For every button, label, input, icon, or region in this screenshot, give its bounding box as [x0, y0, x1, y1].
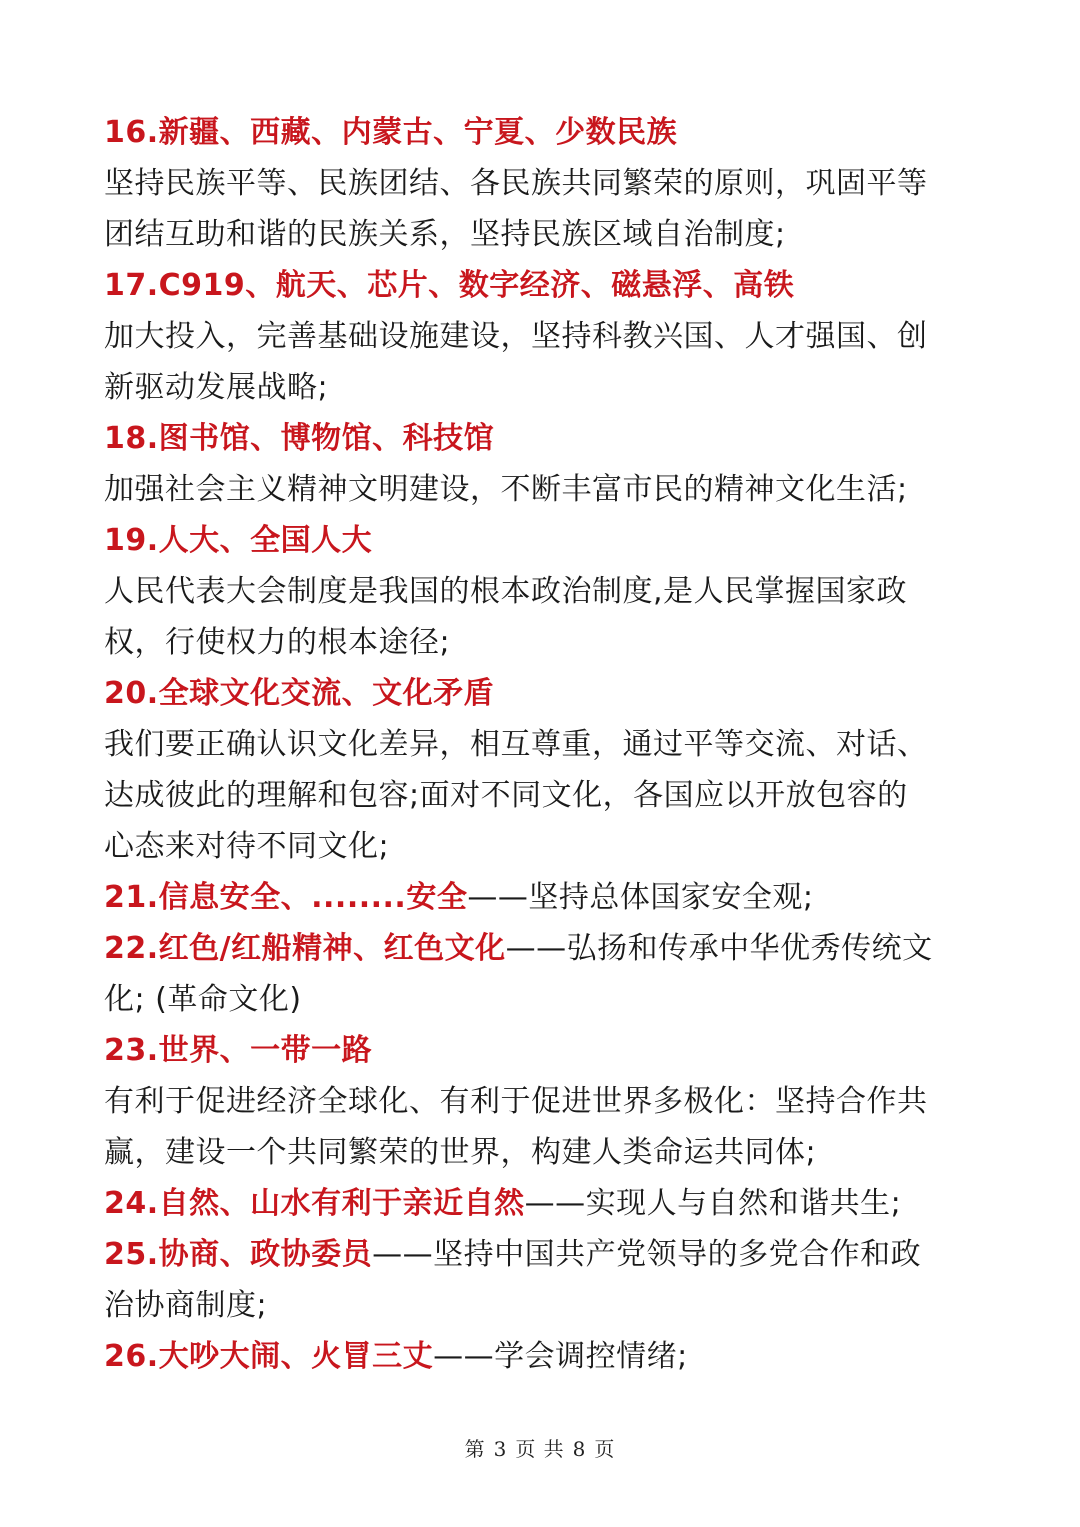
line-text: 化; (革命文化): [104, 982, 302, 1017]
line-16-text-1: [104, 158, 984, 209]
line-23-heading: [104, 1025, 984, 1076]
line-19-text-1: [104, 566, 984, 617]
line-text: 我们要正确认识文化差异，相互尊重，通过平等交流、对话、: [104, 727, 928, 762]
line-head: 21.信息安全、........安全: [104, 880, 468, 915]
line-20-text-1: [104, 719, 984, 770]
line-19-text-2: [104, 617, 984, 668]
line-head: 26.大吵大闹、火冒三丈: [104, 1339, 434, 1374]
line-head: 19.人大、全国人大: [104, 523, 373, 558]
line-text: 心态来对待不同文化;: [104, 829, 390, 864]
line-text: ——学会调控情绪;: [433, 1339, 688, 1374]
line-head: 18.图书馆、博物馆、科技馆: [104, 421, 495, 456]
line-head: 17.C919、航天、芯片、数字经济、磁悬浮、高铁: [104, 268, 795, 303]
line-text: ——弘扬和传承中华优秀传统文: [505, 931, 933, 966]
line-22-heading: [104, 923, 984, 974]
line-26-heading: [104, 1331, 984, 1382]
line-text: ——坚持总体国家安全观;: [467, 880, 814, 915]
line-20-text-3: [104, 821, 984, 872]
footer-page-number: 3: [493, 1437, 508, 1461]
line-head: 22.红色/红船精神、红色文化: [104, 931, 506, 966]
line-25-text-1: [104, 1280, 984, 1331]
line-24-heading: [104, 1178, 984, 1229]
line-text: 加强社会主义精神文明建设，不断丰富市民的精神文化生活;: [104, 472, 908, 507]
line-21-heading: [104, 872, 984, 923]
footer-mid: 页 共: [515, 1437, 565, 1461]
document-body: [104, 107, 984, 1382]
line-text: ——坚持中国共产党领导的多党合作和政: [372, 1237, 922, 1272]
line-20-text-2: [104, 770, 984, 821]
line-16-heading: [104, 107, 984, 158]
line-text: 有利于促进经济全球化、有利于促进世界多极化：坚持合作共: [104, 1084, 928, 1119]
line-text: 坚持民族平等、民族团结、各民族共同繁荣的原则，巩固平等: [104, 166, 928, 201]
footer-total-pages: 8: [572, 1437, 587, 1461]
line-16-text-2: [104, 209, 984, 260]
line-head: 25.协商、政协委员: [104, 1237, 373, 1272]
line-20-heading: [104, 668, 984, 719]
footer-prefix: 第: [464, 1437, 486, 1461]
line-head: 20.全球文化交流、文化矛盾: [104, 676, 495, 711]
line-text: 加大投入，完善基础设施建设，坚持科教兴国、人才强国、创: [104, 319, 928, 354]
line-text: 人民代表大会制度是我国的根本政治制度,是人民掌握国家政: [104, 574, 908, 609]
line-23-text-2: [104, 1127, 984, 1178]
line-text: 新驱动发展战略;: [104, 370, 329, 405]
line-head: 23.世界、一带一路: [104, 1033, 373, 1068]
line-22-text-1: [104, 974, 984, 1025]
line-head: 16.新疆、西藏、内蒙古、宁夏、少数民族: [104, 115, 678, 150]
line-text: ——实现人与自然和谐共生;: [524, 1186, 902, 1221]
line-23-text-1: [104, 1076, 984, 1127]
footer-suffix: 页: [594, 1437, 616, 1461]
line-text: 赢，建设一个共同繁荣的世界，构建人类命运共同体;: [104, 1135, 817, 1170]
line-head: 24.自然、山水有利于亲近自然: [104, 1186, 525, 1221]
line-17-text-1: [104, 311, 984, 362]
line-text: 达成彼此的理解和包容;面对不同文化，各国应以开放包容的: [104, 778, 908, 813]
line-18-heading: [104, 413, 984, 464]
line-text: 权，行使权力的根本途径;: [104, 625, 451, 660]
line-17-heading: [104, 260, 984, 311]
line-18-text-1: [104, 464, 984, 515]
line-17-text-2: [104, 362, 984, 413]
line-19-heading: [104, 515, 984, 566]
line-25-heading: [104, 1229, 984, 1280]
line-text: 治协商制度;: [104, 1288, 268, 1323]
line-text: 团结互助和谐的民族关系，坚持民族区域自治制度;: [104, 217, 786, 252]
page-footer: [0, 1433, 1080, 1462]
